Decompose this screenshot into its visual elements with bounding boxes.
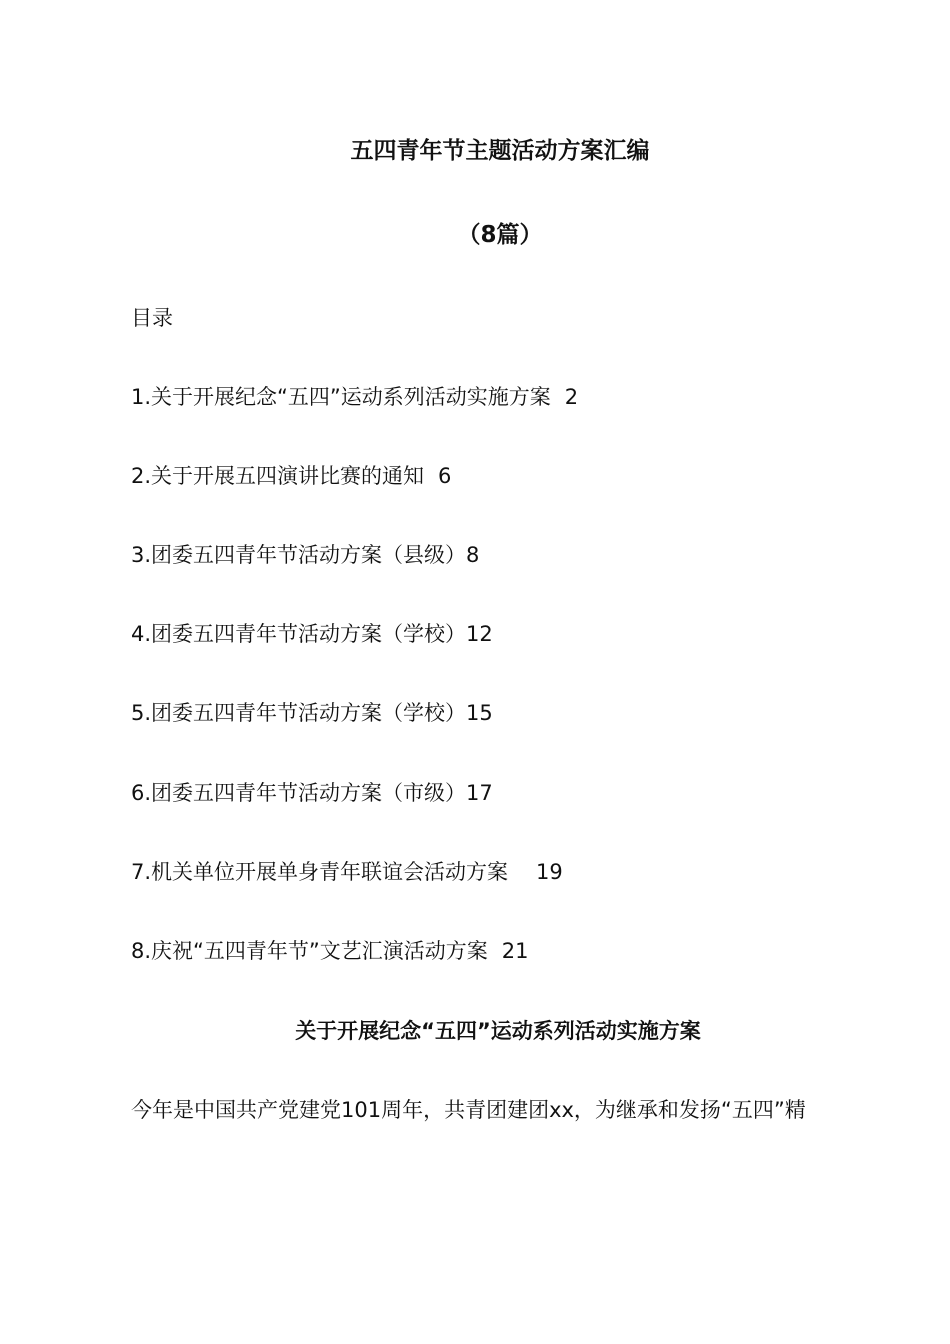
body-paragraph: 今年是中国共产党建党101周年，共青团建团xx，为继承和发扬“五四”精 (131, 1098, 806, 1122)
toc-item-label: 2.关于开展五四演讲比赛的通知 (131, 464, 425, 488)
toc-item-page: 6 (438, 464, 452, 488)
section-title: 关于开展纪念“五四”运动系列活动实施方案 (295, 1019, 701, 1043)
document-subtitle: （8篇） (457, 222, 543, 248)
toc-item-page: 21 (501, 939, 529, 963)
document-title: 五四青年节主题活动方案汇编 (350, 138, 650, 164)
toc-item-page: 17 (466, 781, 493, 805)
toc-item-label: 6.团委五四青年节活动方案（市级） (131, 781, 467, 805)
toc-item-label: 1.关于开展纪念“五四”运动系列活动实施方案 (131, 385, 551, 409)
toc-item-label: 7.机关单位开展单身青年联谊会活动方案 (131, 860, 509, 884)
toc-item[interactable] (131, 699, 493, 727)
toc-item-page: 2 (564, 385, 579, 409)
toc-item-label: 3.团委五四青年节活动方案（县级） (131, 543, 467, 567)
toc-item-page: 12 (466, 622, 493, 646)
toc-item[interactable] (131, 937, 529, 965)
toc-item-label: 4.团委五四青年节活动方案（学校） (131, 622, 467, 646)
toc-heading: 目录 (131, 306, 173, 330)
toc-item-label: 5.团委五四青年节活动方案（学校） (131, 701, 467, 725)
toc-item-label: 8.庆祝“五四青年节”文艺汇演活动方案 (131, 939, 488, 963)
toc-item-page: 19 (536, 860, 563, 884)
toc-item-page: 8 (466, 543, 480, 567)
toc-item[interactable] (131, 541, 479, 569)
toc-item[interactable] (131, 858, 563, 886)
toc-item[interactable] (131, 779, 493, 807)
toc-item[interactable] (131, 620, 493, 648)
toc-item-page: 15 (466, 701, 493, 725)
toc-item[interactable] (131, 383, 578, 411)
toc-item[interactable] (131, 462, 451, 490)
